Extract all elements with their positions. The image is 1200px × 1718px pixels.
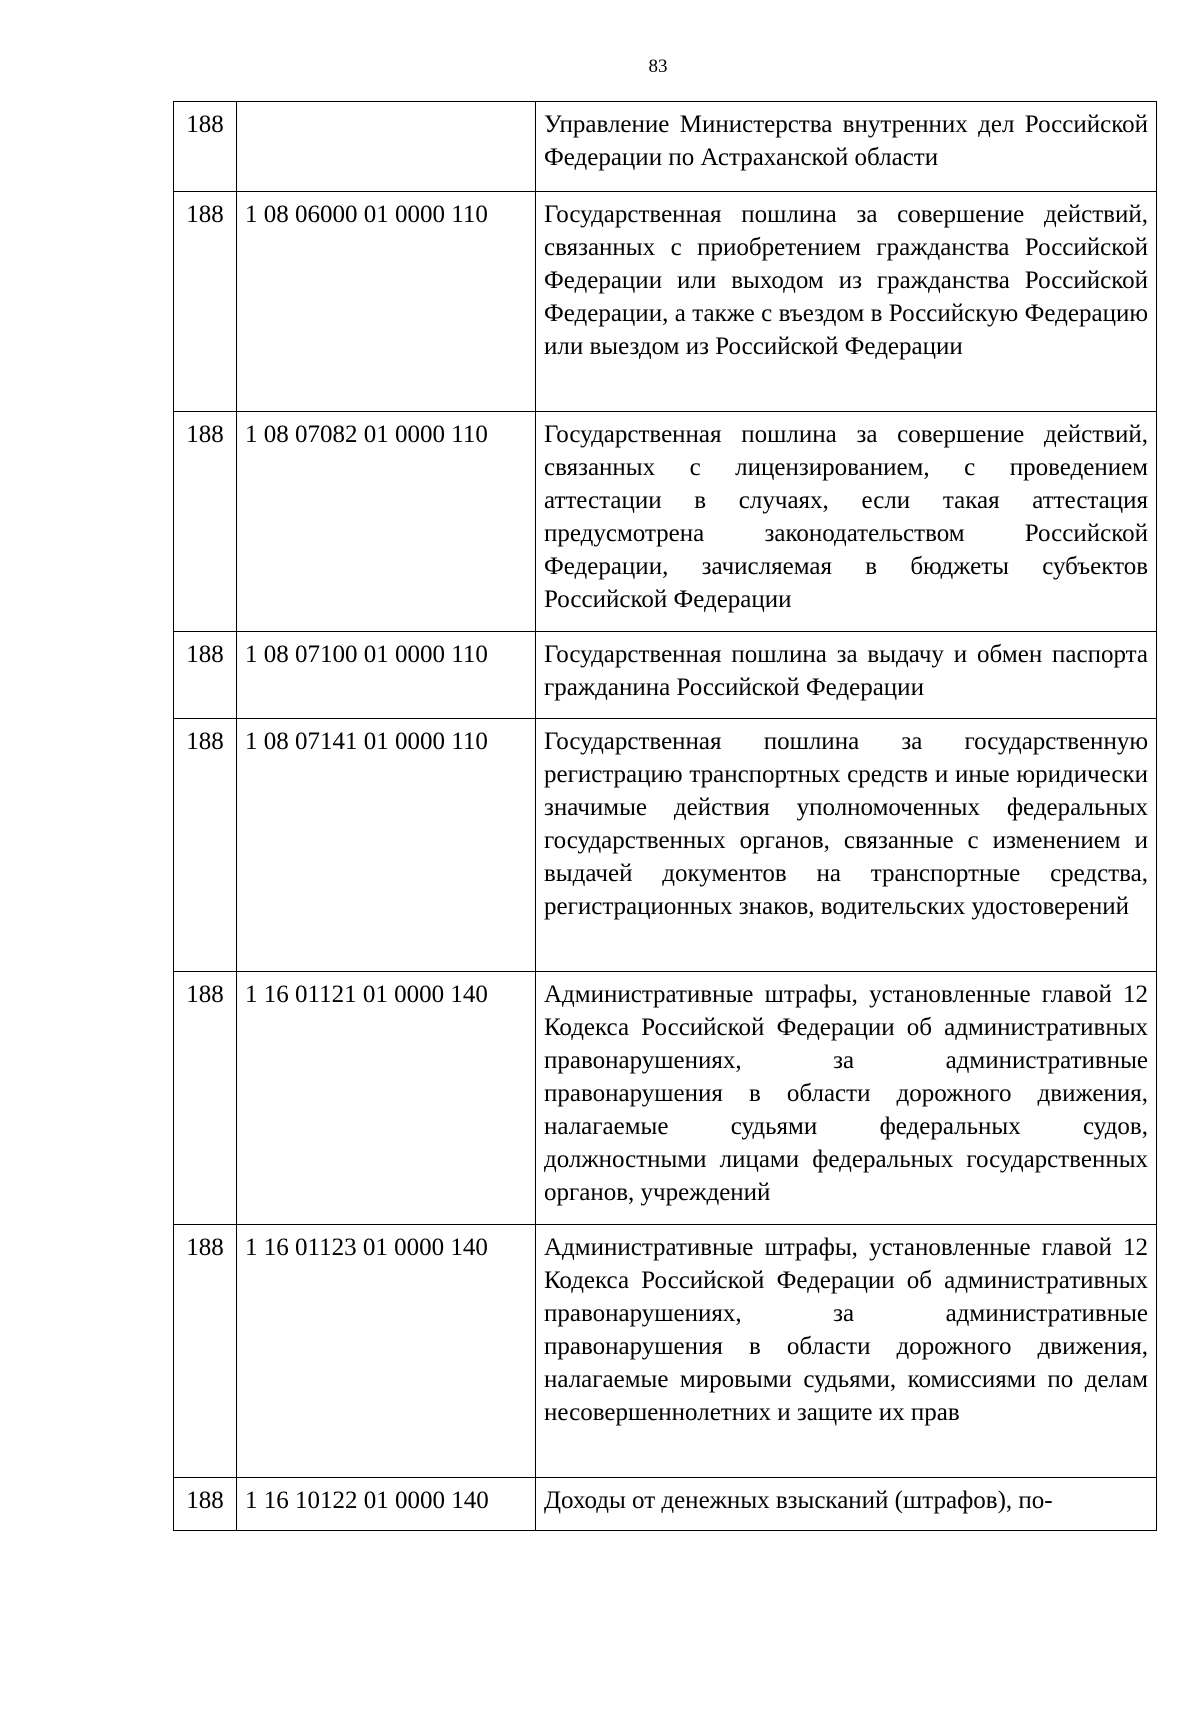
admin-code-cell: 188 bbox=[174, 1225, 237, 1478]
description-cell: Государственная пошлина за государственную регистрацию транспортных средств и иные юридически значимые действия уполномоченных федеральных государственных органов, связанные с изменением и выдачей документов на транспортные средства, регистрационных знаков, водительских удостоверений bbox=[536, 719, 1157, 972]
description-cell: Управление Министерства внутренних дел Российской Федерации по Астраханской области bbox=[536, 102, 1157, 192]
description-cell: Доходы от денежных взысканий (штрафов), по- bbox=[536, 1478, 1157, 1531]
description-cell: Государственная пошлина за выдачу и обмен паспорта гражданина Российской Федерации bbox=[536, 632, 1157, 719]
admin-code-cell: 188 bbox=[174, 192, 237, 412]
table-row bbox=[174, 102, 1157, 192]
admin-code-cell: 188 bbox=[174, 632, 237, 719]
table-row bbox=[174, 1225, 1157, 1478]
description-cell: Административные штрафы, установленные главой 12 Кодекса Российской Федерации об административных правонарушениях, за административные правонарушения в области дорожного движения, налагаемые судьями федеральных судов, должностными лицами федеральных государственных органов, учреждений bbox=[536, 972, 1157, 1225]
page-number: 83 bbox=[648, 56, 668, 77]
table-row bbox=[174, 192, 1157, 412]
admin-code-cell: 188 bbox=[174, 1478, 237, 1531]
budget-code-cell: 1 16 01121 01 0000 140 bbox=[237, 972, 536, 1225]
admin-code-cell: 188 bbox=[174, 412, 237, 632]
revenue-codes-table bbox=[173, 101, 1157, 1531]
budget-code-cell: 1 08 07100 01 0000 110 bbox=[237, 632, 536, 719]
table-row bbox=[174, 972, 1157, 1225]
table-row bbox=[174, 719, 1157, 972]
table-row bbox=[174, 412, 1157, 632]
budget-code-cell: 1 16 10122 01 0000 140 bbox=[237, 1478, 536, 1531]
budget-code-cell: 1 08 07082 01 0000 110 bbox=[237, 412, 536, 632]
admin-code-cell: 188 bbox=[174, 102, 237, 192]
admin-code-cell: 188 bbox=[174, 719, 237, 972]
description-cell: Административные штрафы, установленные главой 12 Кодекса Российской Федерации об административных правонарушениях, за административные правонарушения в области дорожного движения, налагаемые мировыми судьями, комиссиями по делам несовершеннолетних и защите их прав bbox=[536, 1225, 1157, 1478]
table-row bbox=[174, 1478, 1157, 1531]
table-row bbox=[174, 632, 1157, 719]
description-cell: Государственная пошлина за совершение действий, связанных с лицензированием, с проведением аттестации в случаях, если такая аттестация предусмотрена законодательством Российской Федерации, зачисляемая в бюджеты субъектов Российской Федерации bbox=[536, 412, 1157, 632]
budget-code-cell: 1 08 07141 01 0000 110 bbox=[237, 719, 536, 972]
budget-code-cell: 1 08 06000 01 0000 110 bbox=[237, 192, 536, 412]
description-cell: Государственная пошлина за совершение действий, связанных с приобретением гражданства Российской Федерации или выходом из гражданства Российской Федерации, а также с въездом в Российскую Федерацию или выездом из Российской Федерации bbox=[536, 192, 1157, 412]
budget-code-cell: 1 16 01123 01 0000 140 bbox=[237, 1225, 536, 1478]
admin-code-cell: 188 bbox=[174, 972, 237, 1225]
budget-code-cell bbox=[237, 102, 536, 192]
